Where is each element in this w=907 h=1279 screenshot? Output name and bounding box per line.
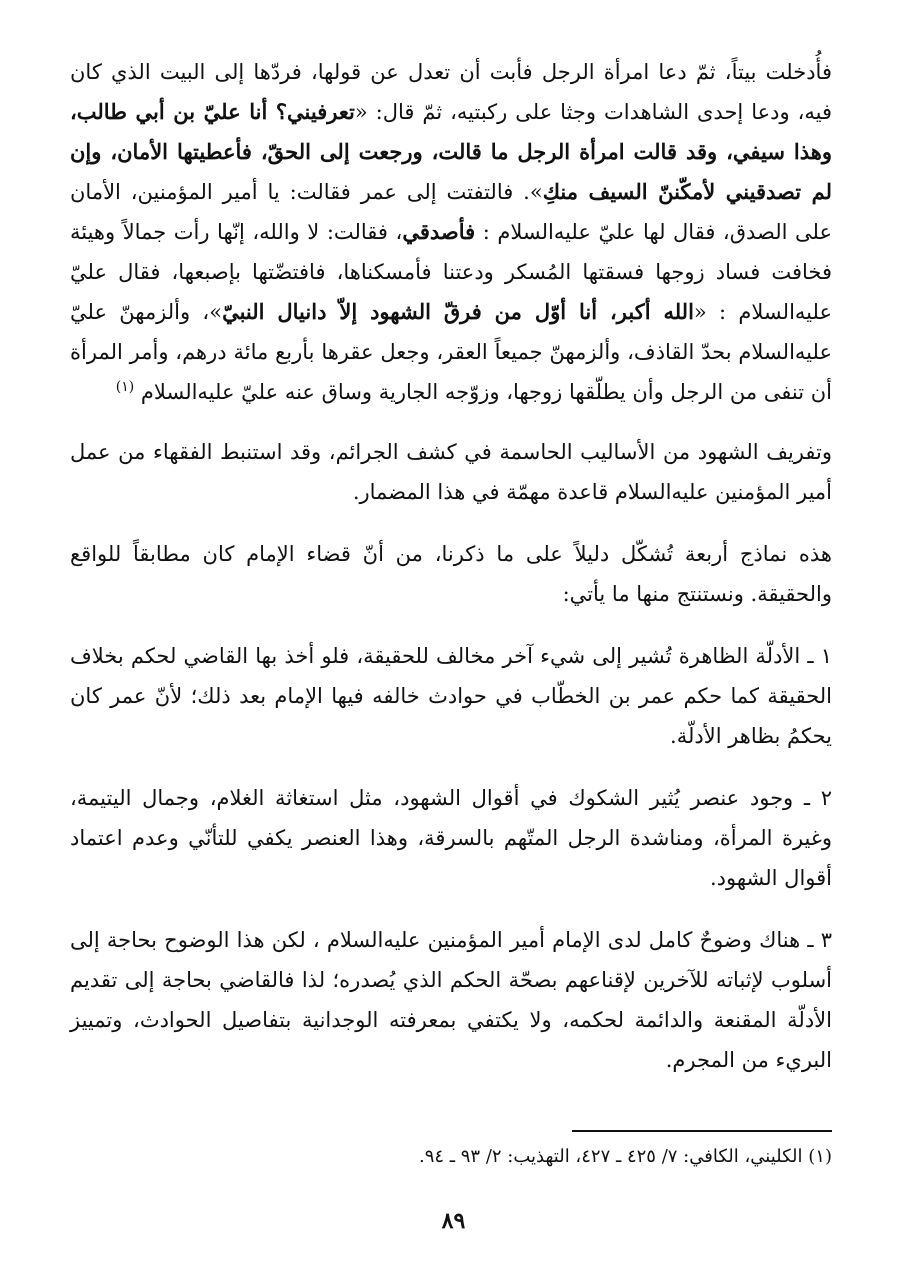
paragraph-story [70, 52, 832, 412]
paragraph-point-2 [70, 778, 832, 898]
paragraph-story-text-4: »، وألزمهنّ عليّ عليه‌السلام بحدّ القاذف، وألزمهنّ جميعاً العقر، وجعل عقرها بأربع مائة درهم، وأمر المرأة أن تنفى من الرجل وأن يطلّقها زوجها، وزوّجه الجارية وساق عنه عليّ عليه‌السلام [70, 300, 832, 404]
paragraph-5-text: ٢ ـ وجود عنصر يُثير الشكوك في أقوال الشهود، مثل استغاثة الغلام، وجمال اليتيمة، وغيرة المرأة، ومناشدة الرجل المتّهم بالسرقة، وهذا العنصر يكفي للتأنّي وعدم اعتماد أقوال الشهود. [70, 786, 832, 890]
paragraph-separation-of-witnesses [70, 432, 832, 512]
ali-quote-3: الله أكبر، أنا أوّل من فرقّ الشهود إلاّ دانيال النبيّ [222, 299, 694, 324]
paragraph-story-text-3: ، فقالت: لا والله، إنّها رأت جمالاً وهيئة فخافت فساد زوجها فسقتها المُسكر ودعتنا فأمسكناها، فافتضّتها بإصبعها، فقال عليّ عليه‌السلام : « [70, 220, 832, 324]
footnote: (١) الكليني، الكافي: ٧/ ٤٢٥ ـ ٤٢٧، التهذيب: ٢/ ٩٣ ـ ٩٤. [418, 1146, 832, 1167]
paragraph-point-3 [70, 920, 832, 1080]
paragraph-2-text: وتفريف الشهود من الأساليب الحاسمة في كشف الجرائم، وقد استنبط الفقهاء من عمل أمير المؤمنين عليه‌السلام قاعدة مهمّة في هذا المضمار. [70, 440, 832, 504]
paragraph-point-1 [70, 636, 832, 756]
paragraph-story-text-2: ». فالتفتت إلى عمر فقالت: يا أمير المؤمنين، الأمان على الصدق، فقال لها عليّ عليه‌السلام : [70, 180, 832, 244]
paragraph-four-examples [70, 534, 832, 614]
paragraph-3-text: هذه نماذج أربعة تُشكّل دليلاً على ما ذكرنا، من أنّ قضاء الإمام كان مطابقاً للواقع والحقيقة. ونستنتج منها ما يأتي: [70, 542, 832, 606]
ali-quote-1: تعرفيني؟ أنا عليّ بن أبي طالب، وهذا سيفي، وقد قالت امرأة الرجل ما قالت، ورجعت إلى الحقّ، فأعطيتها الأمان، وإن لم تصدقيني لأمكّننّ السيف منكِ [70, 99, 832, 204]
paragraph-6-text: ٣ ـ هناك وضوحٌ كامل لدى الإمام أمير المؤمنين عليه‌السلام ، لكن هذا الوضوح بحاجة إلى أسلوب لإثباته للآخرين لإقناعهم بصحّة الحكم الذي يُصدره؛ لذا فالقاضي بحاجة إلى تقديم الأدلّة المقنعة والدائمة لحكمه، ولا يكتفي بمعرفته الوجدانية بتفاصيل الحوادث، وتمييز البريء من المجرم. [70, 928, 832, 1072]
ali-quote-2: فأصدقي [402, 219, 476, 244]
paragraph-4-text: ١ ـ الأدلّة الظاهرة تُشير إلى شيء آخر مخالف للحقيقة، فلو أخذ بها القاضي لحكم بخلاف الحقيقة كما حكم عمر بن الخطّاب في حوادث خالفه فيها الإمام بعد ذلك؛ لأنّ عمر كان يحكمُ بظاهر الأدلّة. [70, 644, 832, 748]
footnote-reference: (١) [115, 379, 135, 395]
page-body [70, 52, 832, 1102]
page-number: ٨٩ [441, 1208, 466, 1234]
paragraph-story-text-1: فأُدخلت بيتاً، ثمّ دعا امرأة الرجل فأبت أن تعدل عن قولها، فردّها إلى البيت الذي كان فيه، ودعا إحدى الشاهدات وجثا على ركبتيه، ثمّ قال: « [70, 60, 832, 124]
footnote-divider [572, 1130, 832, 1132]
